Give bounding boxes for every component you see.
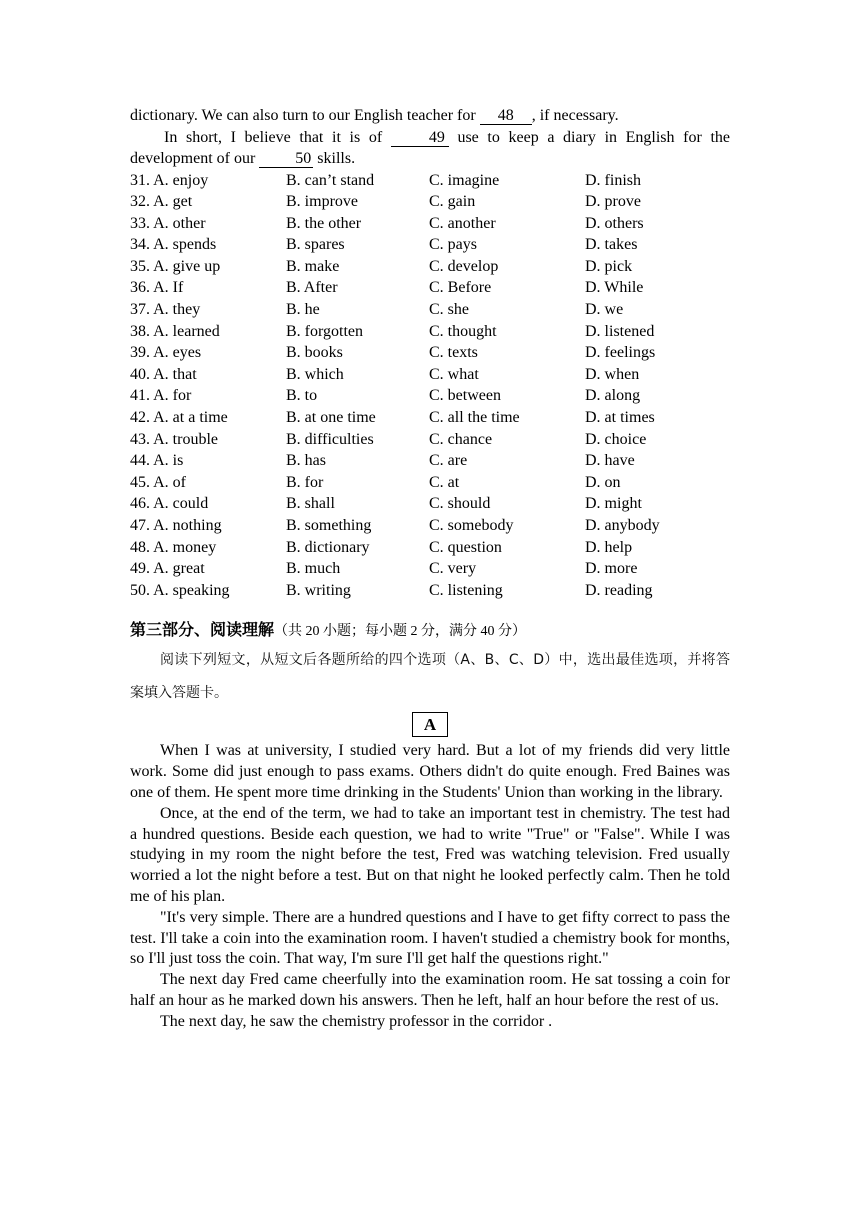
option-row <box>130 515 730 537</box>
option-item: D. on <box>585 473 621 491</box>
section-title: 第三部分、阅读理解 <box>130 622 275 640</box>
option-item: 49. A. great <box>130 560 205 578</box>
option-item: B. which <box>286 365 344 383</box>
option-item: 31. A. enjoy <box>130 171 209 189</box>
text-segment: dictionary. We can also turn to our English teacher for <box>130 107 480 124</box>
option-item: C. are <box>429 452 468 470</box>
option-item: C. pays <box>429 236 477 254</box>
option-item: 37. A. they <box>130 301 201 319</box>
option-item: D. feelings <box>585 344 656 362</box>
option-row <box>130 234 730 256</box>
option-item: C. between <box>429 387 501 405</box>
option-item: 47. A. nothing <box>130 517 222 534</box>
option-item: B. dictionary <box>286 538 370 556</box>
option-item: D. While <box>585 279 644 297</box>
option-item: D. prove <box>585 193 641 211</box>
option-item: C. texts <box>429 344 478 362</box>
option-row <box>130 429 730 451</box>
option-item: D. choice <box>585 430 647 448</box>
option-item: B. books <box>286 344 343 362</box>
option-row <box>130 385 730 407</box>
option-item: D. takes <box>585 236 638 254</box>
option-item: C. chance <box>429 430 493 448</box>
option-item: B. make <box>286 257 340 275</box>
option-item: B. has <box>286 452 326 470</box>
option-item: C. Before <box>429 279 492 297</box>
option-item: D. others <box>585 214 644 232</box>
option-item: 48. A. money <box>130 538 217 556</box>
option-item: D. listened <box>585 322 655 340</box>
option-item: B. to <box>286 387 318 405</box>
passage-paragraph: The next day Fred came cheerfully into the examination room. He sat tossing a coin for half an hour as he marked down his answers. Then he left, half an hour before the rest of us. <box>130 971 730 1009</box>
option-item: 41. A. for <box>130 387 192 405</box>
option-item: 36. A. If <box>130 279 184 297</box>
option-item: C. somebody <box>429 517 514 534</box>
section-header <box>130 619 730 644</box>
document-page <box>130 105 730 1033</box>
option-item: B. he <box>286 301 320 319</box>
option-row <box>130 558 730 580</box>
option-item: B. shall <box>286 495 335 513</box>
option-item: 44. A. is <box>130 452 184 470</box>
option-item: 38. A. learned <box>130 322 220 340</box>
option-item: B. at one time <box>286 409 376 427</box>
option-item: C. thought <box>429 322 497 340</box>
option-item: D. have <box>585 452 635 470</box>
option-item: D. pick <box>585 257 633 275</box>
option-item: D. we <box>585 301 624 319</box>
option-item: 33. A. other <box>130 214 206 232</box>
option-item: 43. A. trouble <box>130 430 218 448</box>
option-item: C. what <box>429 365 479 383</box>
passage-label: A <box>412 712 448 737</box>
option-item: B. much <box>286 560 341 578</box>
option-item: B. can’t stand <box>286 171 375 189</box>
option-item: B. spares <box>286 236 345 254</box>
option-row <box>130 277 730 299</box>
option-item: D. along <box>585 387 641 405</box>
option-row <box>130 256 730 278</box>
option-row <box>130 299 730 321</box>
option-item: C. develop <box>429 257 499 275</box>
option-row <box>130 450 730 472</box>
option-item: 46. A. could <box>130 495 209 513</box>
option-row <box>130 407 730 429</box>
option-item: B. something <box>286 517 372 534</box>
text-segment: In short, I believe that it is of <box>164 128 391 146</box>
option-item: B. for <box>286 473 324 491</box>
passage-paragraph: "It's very simple. There are a hundred questions and I have to get fifty correct to pass the test. I'll take a coin into the examination room. I haven't studied a chemistry book for months, so I'll just toss the coin. That way, I'm sure I'll get half the questions right." <box>130 908 730 968</box>
option-item: D. might <box>585 495 642 513</box>
option-item: D. at times <box>585 409 655 427</box>
option-item: B. writing <box>286 581 351 599</box>
blank-49: 49 <box>391 129 449 147</box>
option-item: D. anybody <box>585 517 660 534</box>
option-item: C. gain <box>429 193 476 211</box>
option-item: 32. A. get <box>130 193 193 211</box>
option-item: 45. A. of <box>130 473 186 491</box>
passage-paragraph: The next day, he saw the chemistry professor in the corridor . <box>160 1012 553 1030</box>
option-item: D. more <box>585 560 638 578</box>
option-item: B. forgotten <box>286 322 364 340</box>
passage-paragraph: When I was at university, I studied very hard. But a lot of my friends did very little work. Some did just enough to pass exams. Others didn't do quite enough. Fred Baines was one of them. He spent more time drinking in the Students' Union than working in the library. <box>130 742 730 801</box>
option-row <box>130 342 730 364</box>
option-row <box>130 364 730 386</box>
passage-label-wrap <box>130 712 730 737</box>
option-row <box>130 191 730 213</box>
section-note: （共 20 小题；每小题 2 分，满分 40 分） <box>274 624 527 640</box>
option-item: B. improve <box>286 193 358 211</box>
text-segment: use to keep a diary in English for the development of our <box>130 128 731 167</box>
option-item: 35. A. give up <box>130 257 221 275</box>
option-row <box>130 537 730 559</box>
option-item: C. at <box>429 473 460 491</box>
option-row <box>130 493 730 515</box>
option-item: B. the other <box>286 214 362 232</box>
option-item: 40. A. that <box>130 365 197 383</box>
text-segment: skills. <box>313 150 356 167</box>
cloze-text-end <box>130 105 730 127</box>
option-item: D. finish <box>585 171 641 189</box>
option-row <box>130 170 730 192</box>
option-row <box>130 472 730 494</box>
option-row <box>130 321 730 343</box>
cloze-conclusion <box>130 127 730 170</box>
option-item: B. difficulties <box>286 430 374 448</box>
option-item: C. another <box>429 214 496 232</box>
option-item: 42. A. at a time <box>130 409 228 427</box>
option-item: D. help <box>585 538 633 556</box>
option-item: C. she <box>429 301 469 319</box>
option-item: D. reading <box>585 581 653 599</box>
option-item: 50. A. speaking <box>130 581 230 599</box>
option-item: 39. A. eyes <box>130 344 202 362</box>
text-segment: , if necessary. <box>531 107 619 124</box>
option-item: C. should <box>429 495 491 513</box>
option-item: C. very <box>429 560 477 578</box>
options-list <box>130 170 730 602</box>
option-row <box>130 580 730 602</box>
blank-48: 48 <box>480 107 532 125</box>
option-item: D. when <box>585 365 640 383</box>
option-item: C. listening <box>429 581 503 599</box>
option-item: B. After <box>286 279 338 297</box>
option-item: C. imagine <box>429 171 500 189</box>
option-row <box>130 213 730 235</box>
passage-paragraph: Once, at the end of the term, we had to take an important test in chemistry. The test had a hundred questions. Beside each question, we had to write "True" or "False". While I was studying in my room the night before the test, Fred was watching television. Fred usually worried a lot the night before a test. But on that night he looked perfectly calm. Then he told me of his plan. <box>130 804 730 905</box>
section-instruction: 阅读下列短文，从短文后各题所给的四个选项（A、B、C、D）中，选出最佳选项，并将答案填入答题卡。 <box>130 652 730 702</box>
option-item: 34. A. spends <box>130 236 217 254</box>
option-item: C. all the time <box>429 409 520 427</box>
passage-a <box>130 741 730 1032</box>
blank-50: 50 <box>259 150 313 168</box>
option-item: C. question <box>429 538 502 556</box>
